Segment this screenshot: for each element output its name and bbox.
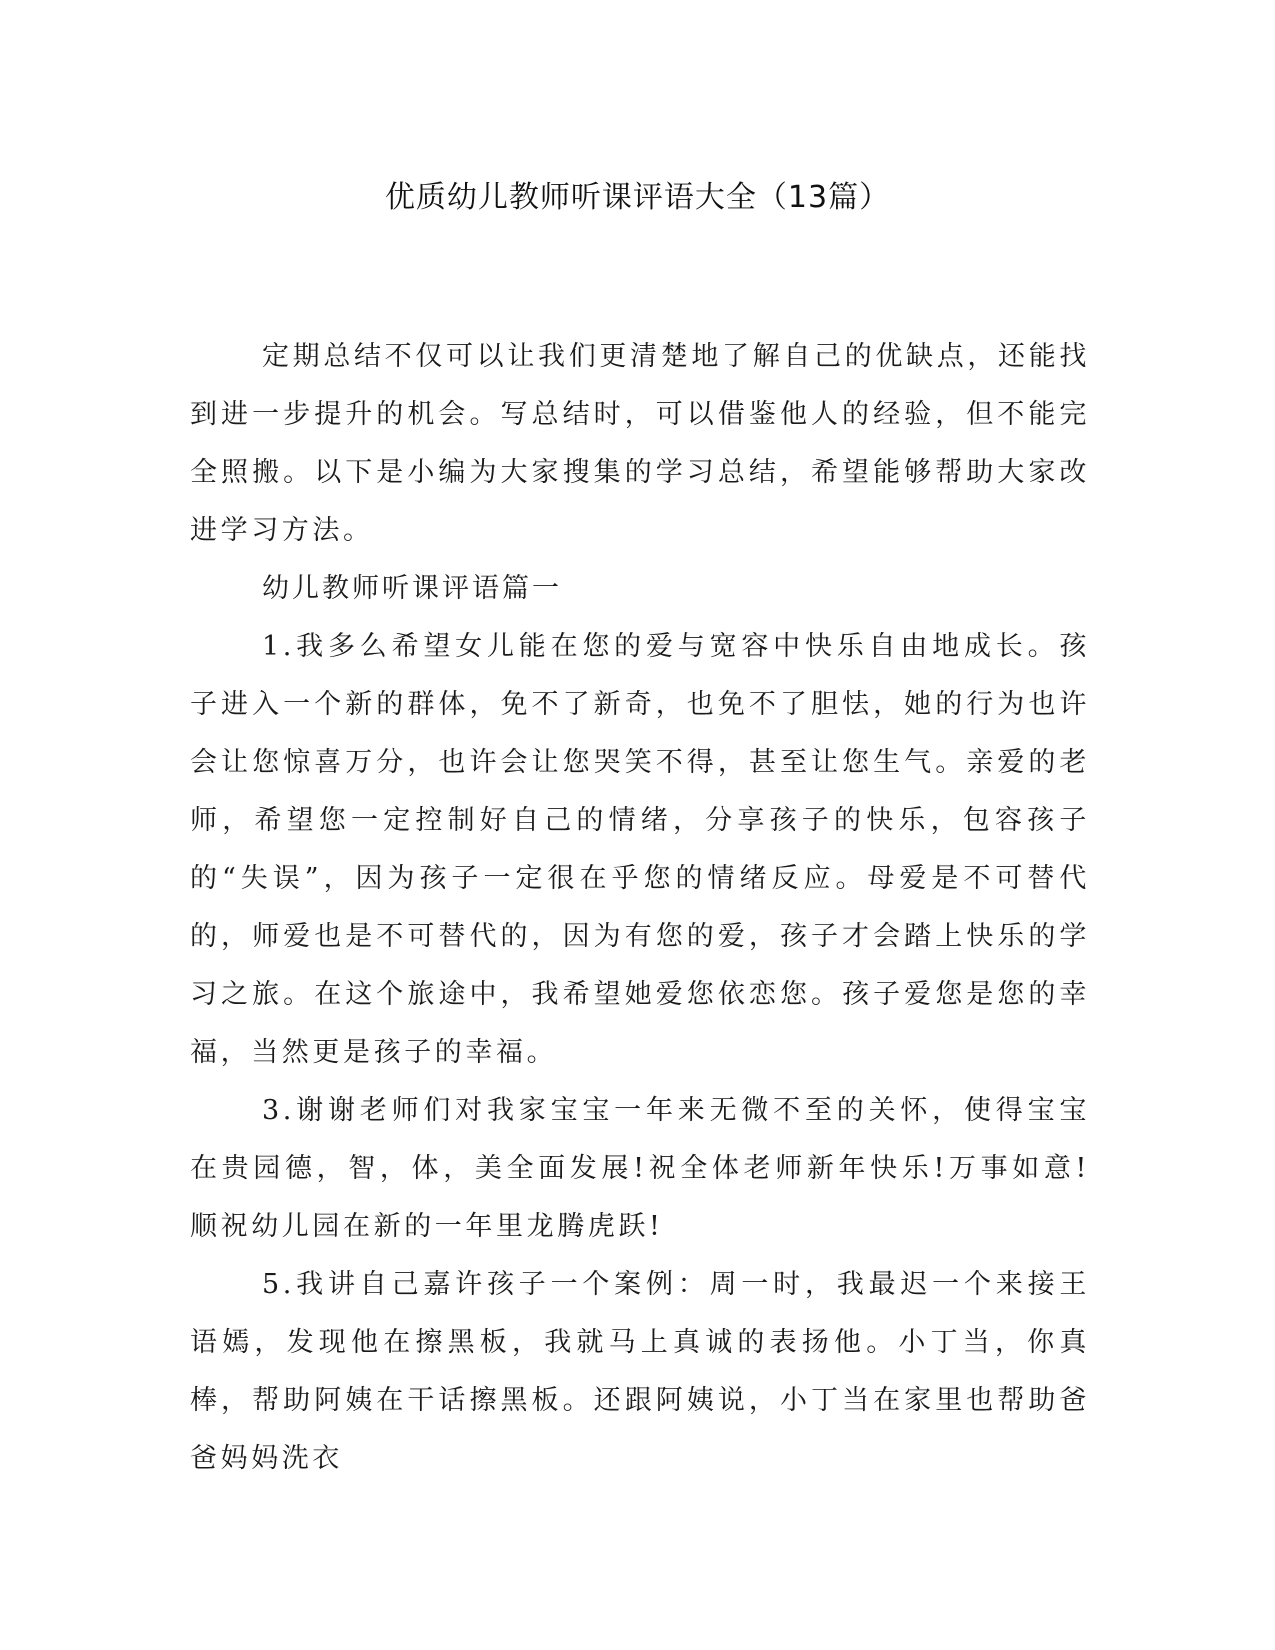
intro-paragraph: 定期总结不仅可以让我们更清楚地了解自己的优缺点，还能找到进一步提升的机会。写总结时，可以借鉴他人的经验，但不能完全照搬。以下是小编为大家搜集的学习总结，希望能够帮助大家改进学习方法。 (190, 341, 1090, 546)
document-title: 优质幼儿教师听课评语大全（13篇） (384, 180, 891, 215)
comment-paragraph-3: 3.谢谢老师们对我家宝宝一年来无微不至的关怀，使得宝宝在贵园德，智，体，美全面发展!祝全体老师新年快乐!万事如意!顺祝幼儿园在新的一年里龙腾虎跃! (190, 1095, 1090, 1242)
document-body (190, 328, 1090, 1488)
comment-paragraph-5: 5.我讲自己嘉许孩子一个案例：周一时，我最迟一个来接王语嫣，发现他在擦黑板，我就马上真诚的表扬他。小丁当，你真棒，帮助阿姨在干话擦黑板。还跟阿姨说，小丁当在家里也帮助爸爸妈妈洗衣 (190, 1269, 1090, 1474)
section-heading: 幼儿教师听课评语篇一 (262, 573, 562, 604)
comment-paragraph-1: 1.我多么希望女儿能在您的爱与宽容中快乐自由地成长。孩子进入一个新的群体，免不了新奇，也免不了胆怯，她的行为也许会让您惊喜万分，也许会让您哭笑不得，甚至让您生气。亲爱的老师，希望您一定控制好自己的情绪，分享孩子的快乐，包容孩子的“失误”，因为孩子一定很在乎您的情绪反应。母爱是不可替代的，师爱也是不可替代的，因为有您的爱，孩子才会踏上快乐的学习之旅。在这个旅途中，我希望她爱您依恋您。孩子爱您是您的幸福，当然更是孩子的幸福。 (190, 631, 1090, 1068)
